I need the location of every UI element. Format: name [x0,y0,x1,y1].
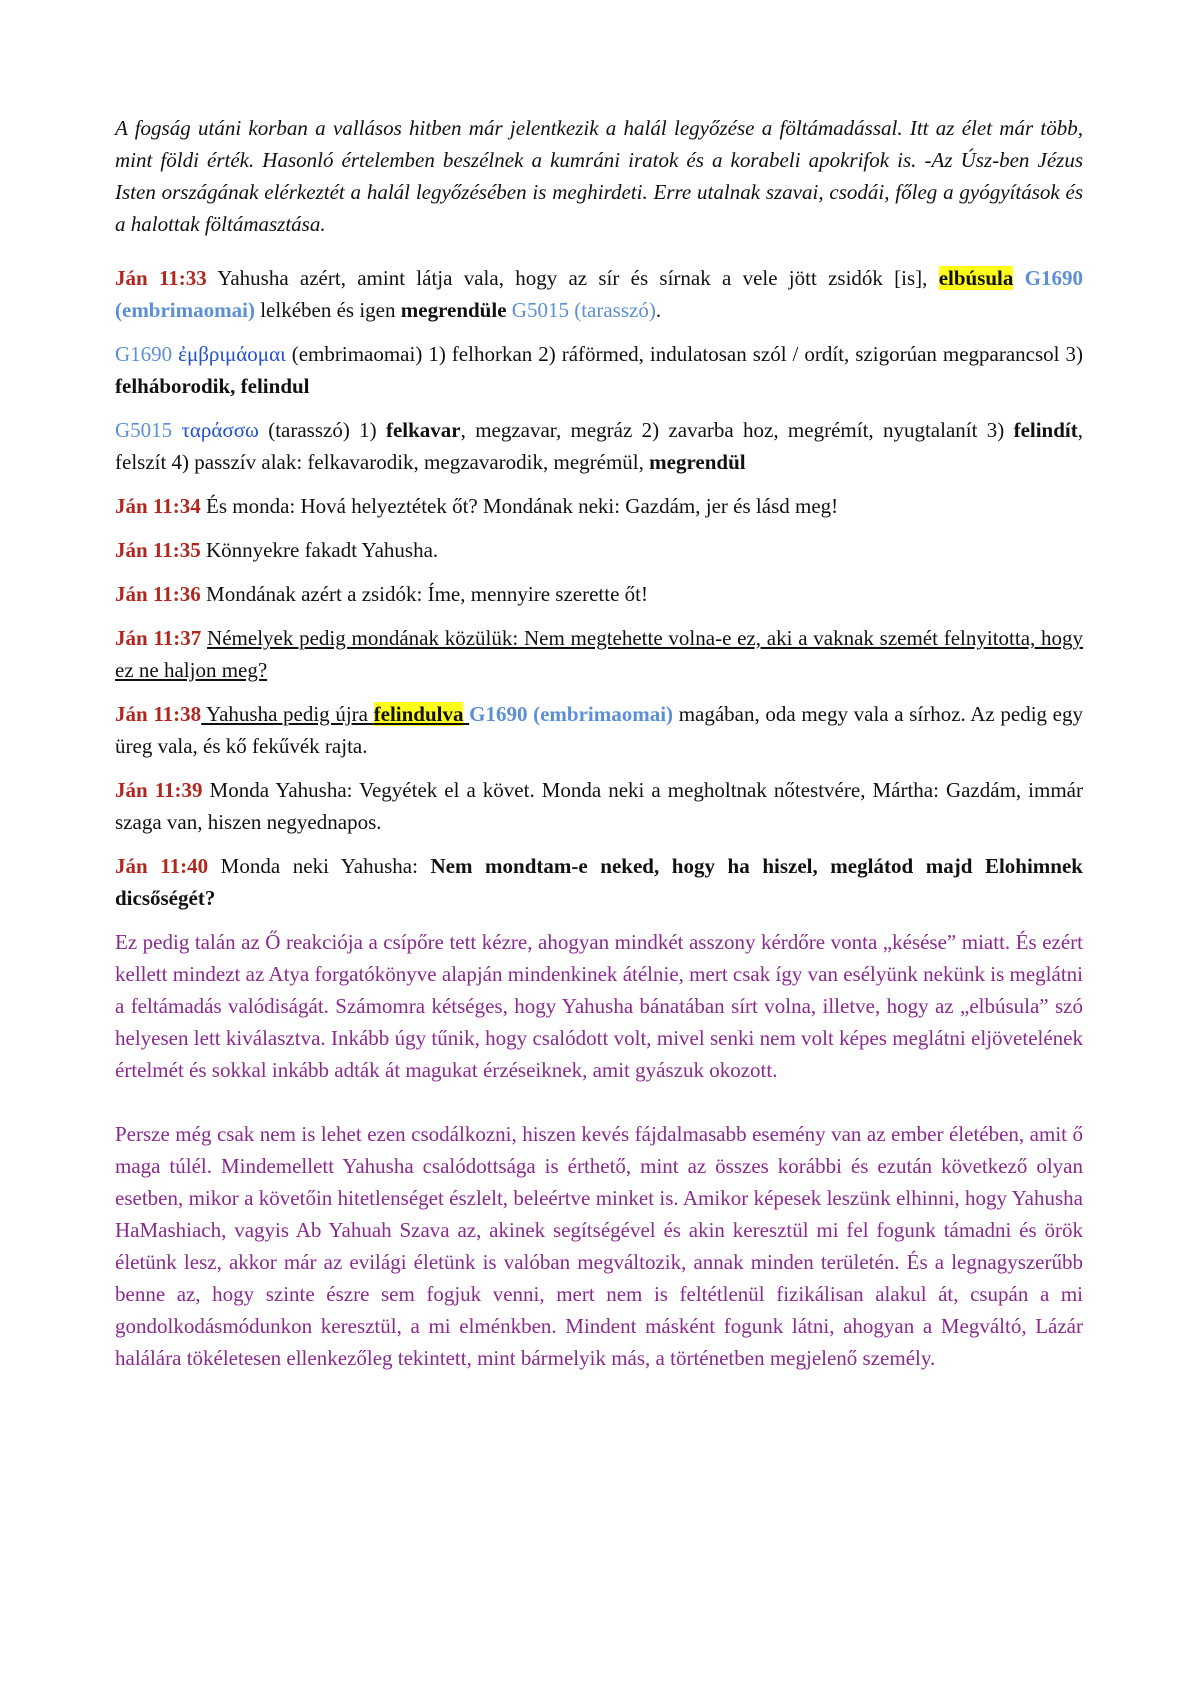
strongs-code: G1690 [115,342,173,366]
verse-11-35 [115,534,1083,566]
verse-11-38 [115,698,1083,762]
definition-text: , felszít 4) passzív alak: felkavarodik, megzavarodik, megrémül, [115,418,1083,474]
strongs-reference: G5015 (tarasszó) [511,298,656,322]
verse-11-33 [115,262,1083,326]
bold-word: megrendüle [400,298,507,322]
verse-11-34 [115,490,1083,522]
verse-reference: Ján 11:38 [115,702,202,726]
verse-text: lelkében és igen [254,298,401,322]
verse-11-40 [115,850,1083,914]
definition-g1690 [115,338,1083,402]
verse-text: Monda neki Yahusha: [208,854,431,878]
strongs-reference: G1690 (embrimaomai) [115,266,1083,322]
commentary-paragraph-1: Ez pedig talán az Ő reakciója a csípőre tett kézre, ahogyan mindkét asszony kérdőre vonta „késése” miatt. És ezért kellett mindezt az Atya forgatókönyve alapján mindenkinek átélnie, mert csak így van esélyünk nekünk is meglátni a feltámadás valódiságát. Számomra kétséges, hogy Yahusha bánatában sírt volna, illetve, hogy az „elbúsula” szó helyesen lett kiválasztva. Inkább úgy tűnik, hogy csalódott volt, mivel senki nem volt képes meglátni eljövetelének értelmét és sokkal inkább adták át magukat érzéseiknek, amit gyászuk okozott. [115,930,1083,1082]
definition-text: , megzavar, megráz 2) zavarba hoz, megrémít, nyugtalanít 3) [460,418,1014,442]
strongs-reference: G1690 (embrimaomai) [469,702,674,726]
bold-word: felháborodik [115,374,231,398]
greek-word: ἐμβριμάομαι [172,342,286,366]
verse-11-36 [115,578,1083,610]
bold-quote: Nem mondtam-e neked, hogy ha hiszel, meglátod majd Elohimnek dicsőségét? [115,854,1083,910]
verse-text: Yahusha azért, amint látja vala, hogy az sír és sírnak a vele jött zsidók [is], [206,266,939,290]
highlighted-word: elbúsula [938,266,1014,290]
underlined-verse-text: Yahusha pedig újra [201,702,374,726]
underlined-verse-text: Némelyek pedig mondának közülük: Nem megtehette volna-e ez, aki a vaknak szemét felnyitotta, hogy ez ne haljon meg? [115,626,1084,682]
document-page [115,112,1083,1374]
definition-text: (embrimaomai) 1) felhorkan 2) ráförmed, indulatosan szól / ordít, szigorúan megparancsol 3) [285,342,1083,366]
verse-text: Monda Yahusha: Vegyétek el a követ. Monda neki a megholtnak nőtestvére, Mártha: Gazdám, immár szaga van, hiszen negyednapos. [115,778,1083,834]
highlighted-word: felindulva [373,702,464,726]
bold-word: felkavar [385,418,461,442]
bold-word: felindít [1013,418,1078,442]
verse-reference: Ján 11:33 [115,266,207,290]
verse-reference: Ján 11:35 [115,538,201,562]
verse-reference: Ján 11:40 [115,854,209,878]
strongs-code: G5015 [115,418,173,442]
verse-reference: Ján 11:34 [115,494,201,518]
verse-11-39 [115,774,1083,838]
verse-text: Könnyekre fakadt Yahusha. [200,538,439,562]
verse-text: És monda: Hová helyeztétek őt? Mondának neki: Gazdám, jer és lásd meg! [200,494,839,518]
verse-text: magában, oda megy vala a sírhoz. Az pedig egy üreg vala, és kő fekűvék rajta. [115,702,1084,758]
greek-word: ταράσσω [172,418,259,442]
definition-text: (tarasszó) 1) [258,418,386,442]
verse-11-37 [115,622,1083,686]
bold-separator: , [230,374,241,398]
verse-reference: Ján 11:36 [115,582,201,606]
verse-reference: Ján 11:39 [115,778,203,802]
bold-word: felindul [240,374,310,398]
bold-word: megrendül [649,450,746,474]
verse-text: Mondának azért a zsidók: Íme, mennyire szerette őt! [200,582,648,606]
verse-reference: Ján 11:37 [115,626,202,650]
definition-g5015 [115,414,1083,478]
verse-text: . [655,298,662,322]
intro-paragraph: A fogság utáni korban a vallásos hitben már jelentkezik a halál legyőzése a föltámadással. Itt az élet már több, mint földi érték. Hasonló értelemben beszélnek a kumráni iratok és a korabeli apokrifok is. -Az Úsz-ben Jézus Isten országának elérkeztét a halál legyőzésében is meghirdeti. Erre utalnak szavai, csodái, főleg a gyógyítások és a halottak föltámasztása. [115,116,1083,236]
commentary-paragraph-2: Persze még csak nem is lehet ezen csodálkozni, hiszen kevés fájdalmasabb esemény van az ember életében, amit ő maga túlél. Mindemellett Yahusha csalódottsága is érthető, mint az összes korábbi és ezután következő olyan esetben, mikor a követőin hitetlenséget észlelt, beleértve minket is. Amikor képesek leszünk elhinni, hogy Yahusha HaMashiach, vagyis Ab Yahuah Szava az, akinek segítségével és akin keresztül mi fel fogunk támadni és örök életünk lesz, akkor már az evilági életünk is valóban megváltozik, annak minden területén. És a legnagyszerűbb benne az, hogy szinte észre sem fogjuk venni, mert nem is feltétlenül fizikálisan alakul át, csupán a mi gondolkodásmódunkon keresztül, a mi elménkben. Mindent másként fogunk látni, ahogyan a Megváltó, Lázár halálára tökéletesen ellenkezőleg tekintett, mint bármelyik más, a történetben megjelenő személy. [115,1122,1083,1370]
